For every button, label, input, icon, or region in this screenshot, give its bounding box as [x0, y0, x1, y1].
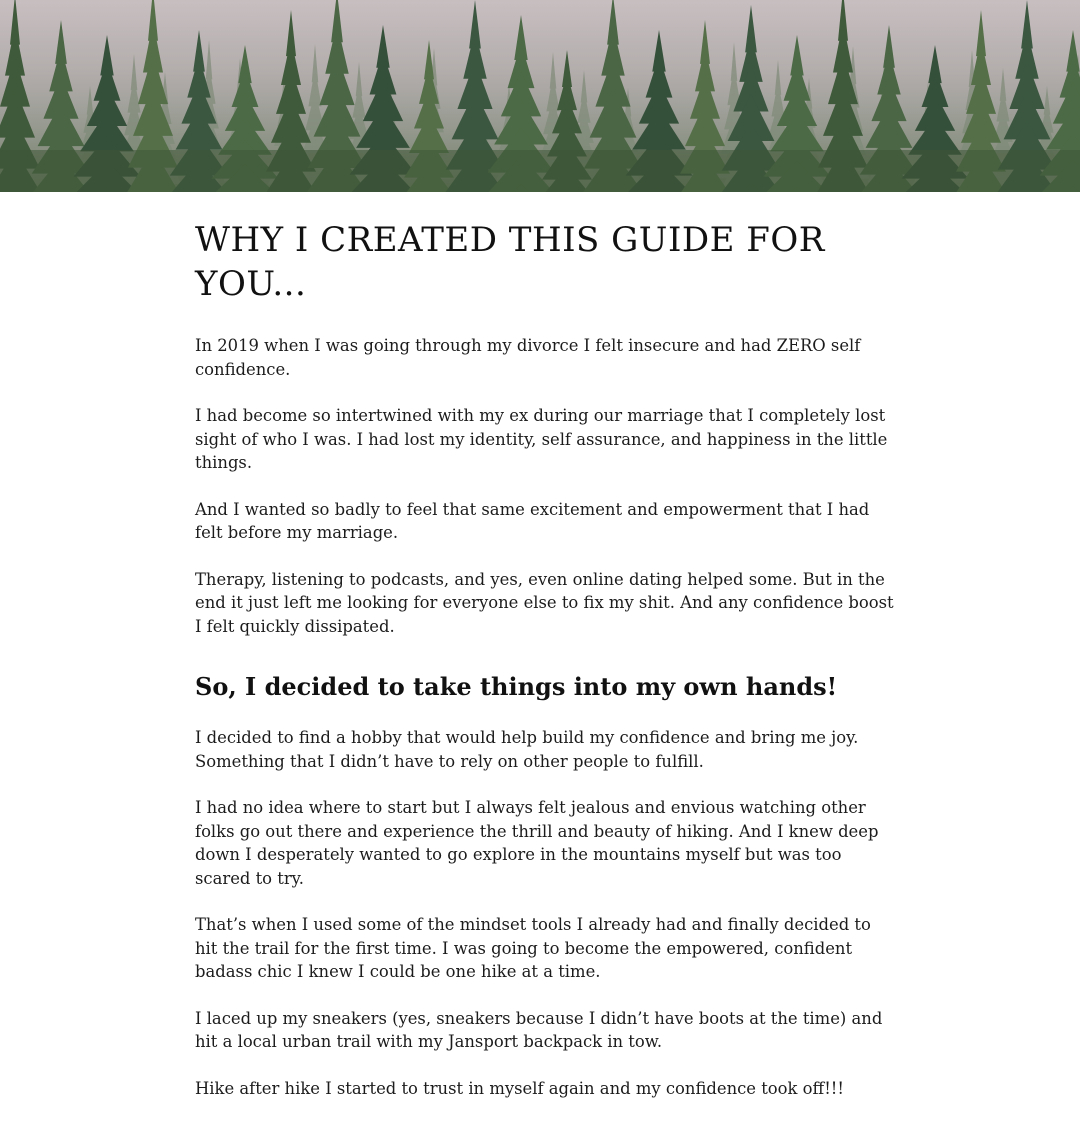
- section-subheading: So, I decided to take things into my own hands!: [195, 672, 895, 702]
- intro-paragraph: In 2019 when I was going through my divorce I felt insecure and had ZERO self confidence.: [195, 334, 895, 381]
- intro-paragraph: Therapy, listening to podcasts, and yes, even online dating helped some. But in the end it just left me looking for everyone else to fix my shit. And any confidence boost I felt quickly dissipated.: [195, 568, 895, 639]
- story-paragraph: That’s when I used some of the mindset tools I already had and finally decided to hit the trail for the first time. I was going to become the empowered, confident badass chic I knew I could be one hike at a time.: [195, 913, 895, 984]
- intro-paragraph: I had become so intertwined with my ex during our marriage that I completely lost sight of who I was. I had lost my identity, self assurance, and happiness in the little things.: [195, 404, 895, 475]
- guide-intro-section: [195, 218, 895, 1123]
- header-forest-image: [0, 0, 1080, 192]
- story-paragraph: I laced up my sneakers (yes, sneakers because I didn’t have boots at the time) and hit a local urban trail with my Jansport backpack in tow.: [195, 1007, 895, 1054]
- page-title: WHY I CREATED THIS GUIDE FOR YOU...: [195, 218, 895, 306]
- forest-undergrowth: [0, 150, 1080, 192]
- story-paragraph: I decided to find a hobby that would help build my confidence and bring me joy. Something that I didn’t have to rely on other people to fulfill.: [195, 726, 895, 773]
- story-paragraph: I had no idea where to start but I always felt jealous and envious watching other folks go out there and experience the thrill and beauty of hiking. And I knew deep down I desperately wanted to go explore in the mountains myself but was too scared to try.: [195, 796, 895, 890]
- story-paragraph: Hike after hike I started to trust in myself again and my confidence took off!!!: [195, 1077, 895, 1101]
- forest-illustration: [0, 0, 1080, 192]
- intro-paragraph: And I wanted so badly to feel that same excitement and empowerment that I had felt before my marriage.: [195, 498, 895, 545]
